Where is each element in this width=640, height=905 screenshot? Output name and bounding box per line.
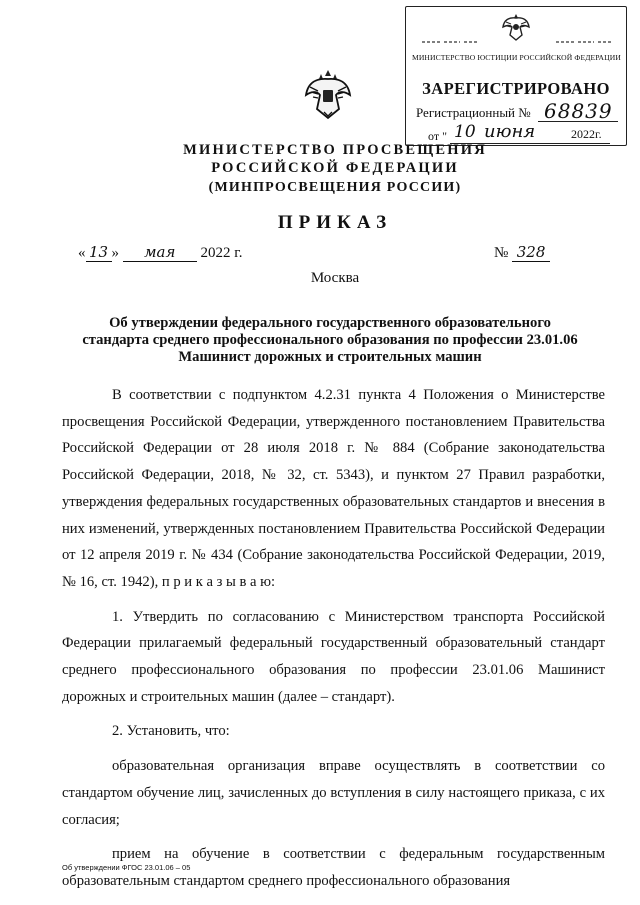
stamp-date-month: июня	[484, 121, 536, 142]
stamp-ornament-right	[554, 37, 614, 47]
stamp-eagle-icon	[501, 11, 531, 43]
page-footer: Об утверждении ФГОС 23.01.06 – 05	[62, 863, 191, 872]
stamp-date-prefix: от "	[428, 129, 447, 143]
ministry-name-line1: МИНИСТЕРСТВО ПРОСВЕЩЕНИЯ	[183, 142, 487, 158]
ministry-name-line2: РОССИЙСКОЙ ФЕДЕРАЦИИ	[211, 160, 459, 176]
stamp-ornament-left	[420, 37, 480, 47]
stamp-reg-underline	[538, 121, 618, 122]
stamp-ministry: МИНИСТЕРСТВО ЮСТИЦИИ РОССИЙСКОЙ ФЕДЕРАЦИИ	[412, 53, 621, 62]
order-title: Об утверждении федерального государственного образовательного стандарта среднего профессионального образования по профессии 23.01.06 Машинист дорожных и строительных машин	[82, 315, 578, 365]
order-date-day: 13	[86, 243, 112, 262]
stamp-date-year: 2022г.	[571, 127, 602, 141]
order-body	[62, 382, 605, 903]
date-close-quote: »	[111, 245, 119, 261]
paragraph: В соответствии с подпунктом 4.2.31 пункта 4 Положения о Министерстве просвещения Российской Федерации, утвержденного постановлением Правительства Российской Федерации от 28 июля 2018 г. № 884 (Собрание законодательства Российской Федерации, 2018, № 32, ст. 5343), и пунктом 27 Правил разработки, утверждения федеральных государственных образовательных стандартов и внесения в них изменений, утвержденных постановлением Правительства Российской Федерации от 12 апреля 2019 г. № 434 (Собрание законодательства Российской Федерации, 2019, № 16, ст. 1942), п р и к а з ы в а ю:	[62, 387, 605, 590]
order-city: Москва	[310, 270, 360, 286]
stamp-reg-number: 68839	[544, 99, 613, 123]
stamp-date-day: 10	[454, 122, 476, 142]
order-date	[78, 243, 242, 262]
paragraph: прием на обучение в соответствии с федеральным государственным образовательным стандартом среднего профессионального образования	[62, 846, 605, 889]
order-date-month: мая	[123, 243, 197, 262]
paragraph: образовательная организация вправе осуществлять в соответствии со стандартом обучение лиц, зачисленных до вступления в силу настоящего приказа, с их согласия;	[62, 758, 605, 828]
ministry-short-name: (МИНПРОСВЕЩЕНИЯ РОССИИ)	[208, 180, 462, 195]
date-open-quote: «	[78, 245, 86, 261]
coat-of-arms-icon	[303, 68, 353, 122]
order-date-year: 2022 г.	[200, 245, 243, 261]
stamp-reg-label: Регистрационный №	[416, 105, 531, 120]
document-type-heading: ПРИКАЗ	[277, 212, 393, 233]
order-number	[494, 243, 550, 262]
order-number-label: №	[494, 245, 509, 261]
registration-stamp	[405, 6, 627, 146]
stamp-registered: ЗАРЕГИСТРИРОВАНО	[422, 79, 610, 98]
paragraph: 2. Установить, что:	[112, 723, 230, 740]
order-number-value: 328	[512, 243, 550, 262]
paragraph: 1. Утвердить по согласованию с Министерством транспорта Российской Федерации прилагаемый федеральный государственный образовательный стандарт среднего профессионального образования по профессии 23.01.06 Машинист дорожных и строительных машин (далее – стандарт).	[62, 608, 605, 705]
